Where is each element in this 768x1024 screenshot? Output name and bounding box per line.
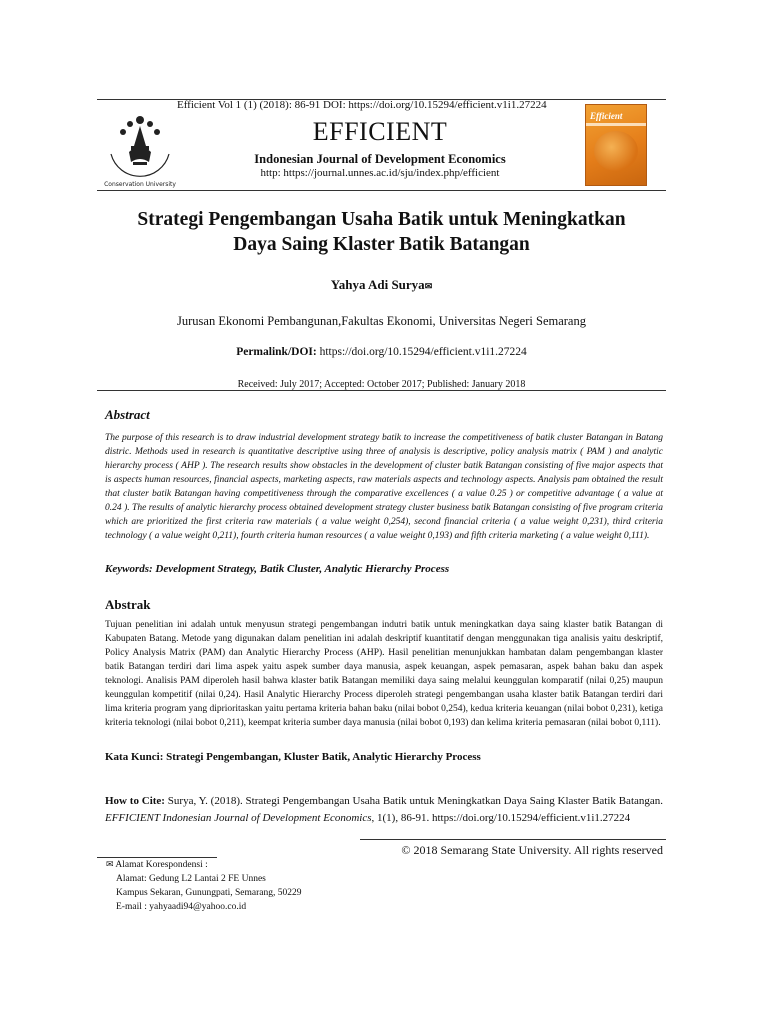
cite-label: How to Cite: xyxy=(105,795,165,807)
abstrak-heading: Abstrak xyxy=(105,597,151,612)
envelope-icon: ✉ xyxy=(424,281,433,291)
footnote-line-2: Alamat: Gedung L2 Lantai 2 FE Unnes xyxy=(116,874,266,884)
cite-journal: EFFICIENT Indonesian Journal of Development Economics xyxy=(105,812,372,824)
article-title xyxy=(97,207,666,257)
footnote-line-3: Kampus Sekaran, Gunungpati, Semarang, 50229 xyxy=(116,888,302,898)
cover-title: Efficient xyxy=(590,111,623,121)
how-to-cite xyxy=(105,793,663,827)
correspondence-footnote xyxy=(106,857,301,914)
affiliation: Jurusan Ekonomi Pembangunan,Fakultas Ekonomi, Universitas Negeri Semarang xyxy=(177,314,586,328)
footnote-line-1: Alamat Korespondensi : xyxy=(115,860,208,870)
abstrak-keywords: Kata Kunci: Strategi Pengembangan, Kluster Batik, Analytic Hierarchy Process xyxy=(105,751,481,763)
author-name: Yahya Adi Surya xyxy=(330,277,425,292)
permalink-value[interactable]: https://doi.org/10.15294/efficient.v1i1.27224 xyxy=(316,346,527,358)
copyright: © 2018 Semarang State University. All rights reserved xyxy=(401,843,663,857)
journal-url: http: https://journal.unnes.ac.id/sju/index.php/efficient xyxy=(260,167,500,179)
footnote-line-4[interactable]: E-mail : yahyaadi94@yahoo.co.id xyxy=(116,902,247,912)
permalink xyxy=(97,346,666,358)
abstrak-text: Tujuan penelitian ini adalah untuk menyusun strategi pengembangan indutri batik untuk meningkatkan daya saing klaster batik Batangan di Kabupaten Batang. Metode yang digunakan dalam penelitian ini adalah deskriptif kuantitatif dengan menggunakan tiga analisis yaitu deskriptif, Policy Analysis Matrix (PAM) dan Analytic Hierarchy Process (AHP). Hasil penelitian menunjukkan hambatan dalam pengembangan klaster batik Batangan terdiri dari lima aspek yaitu aspek sumber daya manusia, aspek keuangan, aspek pemasaran, aspek bahan baku dan aspek teknologi. Analisis PAM diperoleh hasil bahwa klaster batik Batangan memiliki daya saing melalui keunggulan komparatif (nilai 0,25) maupun keunggulan kompetitif (nilai 0,24). Hasil Analytic Hierarchy Process diperoleh strategi pengembangan usaha klaster batik Batangan terdiri dari lima kriteria program yang diprioritaskan yaitu pertama kriteria bahan baku (nilai bobot 0,254), kedua kriteria keuangan (nilai bobot 0,231), ketiga kriteria teknologi (nilai bobot 0,211), keempat kriteria sumber daya manusia (nilai bobot 0,193) dan kelima kriteria pemasaran (nilai bobot 0,111). xyxy=(105,620,663,728)
title-line-1: Strategi Pengembangan Usaha Batik untuk Meningkatkan xyxy=(137,209,626,230)
title-line-2: Daya Saing Klaster Batik Batangan xyxy=(233,234,530,255)
header-bottom-rule xyxy=(97,190,666,191)
received-rule xyxy=(97,390,666,391)
envelope-icon: ✉ xyxy=(106,859,114,869)
abstract-keywords: Keywords: Development Strategy, Batik Cluster, Analytic Hierarchy Process xyxy=(105,563,450,575)
logo-text: Conservation University xyxy=(104,181,176,188)
received-dates: Received: July 2017; Accepted: October 2017; Published: January 2018 xyxy=(237,379,526,390)
cite-text-a: Surya, Y. (2018). Strategi Pengembangan Usaha Batik untuk Meningkatkan Daya Saing Klaster Batik Batangan. xyxy=(164,795,664,807)
journal-name: EFFICIENT xyxy=(312,117,448,146)
journal-cover-image xyxy=(585,104,647,186)
permalink-label: Permalink/DOI: xyxy=(236,346,317,358)
university-logo xyxy=(103,106,177,192)
cite-text-b: , 1(1), 86-91. https://doi.org/10.15294/efficient.v1i1.27224 xyxy=(371,812,631,824)
abstract-text: The purpose of this research is to draw industrial development strategy batik to increase the competitiveness of batik cluster Batangan in Batang distric. Methods used in research is quantitative descriptive using three of analysis is descriptive, policy analysis matrix ( PAM ) and analytic hierarchy process ( AHP ). The research results show obstacles in the development of cluster batik Batangan consisting of five major aspects that is aspects human resources, financial aspects, marketing aspects, raw materials aspects and technology aspects. Analysis pam obtained the result that cluster batik Batangan having competitiveness through the comparative excellences ( a value 0.25 ) or competitive advantage ( a value at 0.24 ). The results of analytic hierarchy process obtained development strategy cluster business batik Batangan consisting of five program criteria which are prioritized the first criteria raw materials ( a value weight 0,254), second financial criteria ( a value weight 0,231), third criteria technology ( a value weight 0,211), fourth criteria human resources ( a value weight 0,193) and fifth criteria marketing ( a value weight 0,111). xyxy=(105,433,663,541)
journal-meta: Efficient Vol 1 (1) (2018): 86-91 DOI: https://doi.org/10.15294/efficient.v1i1.27224 xyxy=(177,99,547,111)
journal-subtitle: Indonesian Journal of Development Economics xyxy=(254,152,506,166)
abstract-heading: Abstract xyxy=(105,407,150,422)
author xyxy=(97,277,666,293)
copyright-rule xyxy=(360,839,666,840)
